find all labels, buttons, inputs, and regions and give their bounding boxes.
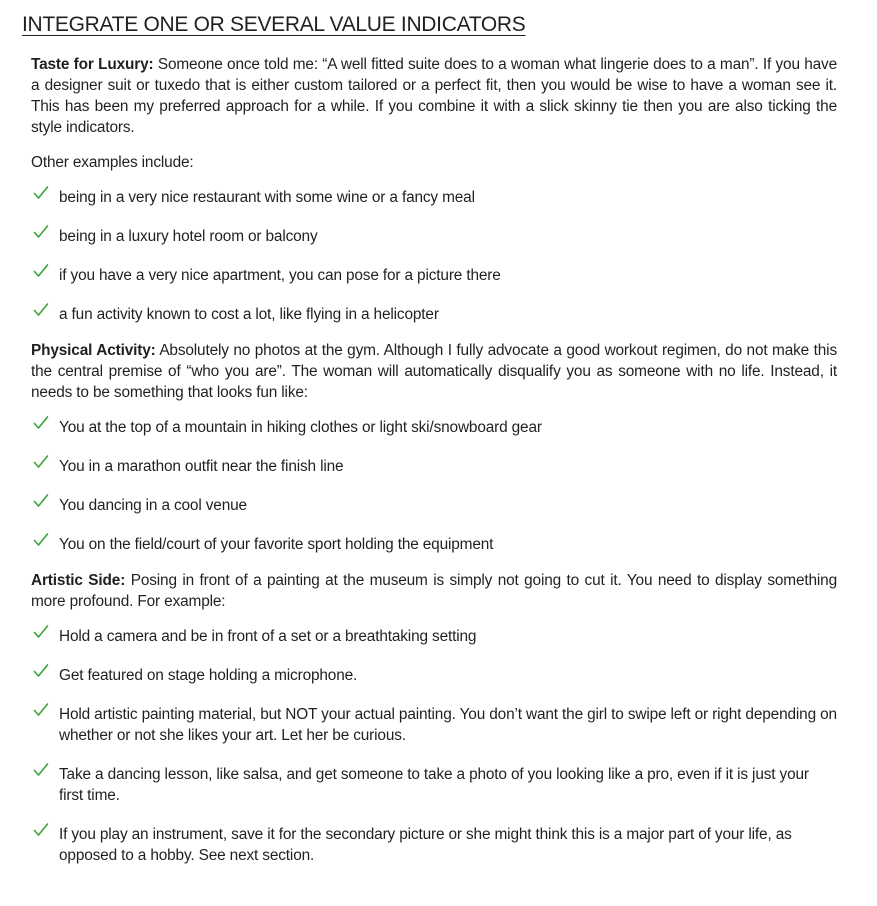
list-item [31, 495, 837, 516]
list-item-text: being in a luxury hotel room or balcony [59, 228, 318, 245]
list-item-text: If you play an instrument, save it for the secondary picture or she might think this is a major part of your life, as opposed to a hobby. See next section. [59, 826, 792, 864]
list-item [31, 265, 837, 286]
check-icon [33, 532, 49, 548]
physical-lead: Physical Activity: [31, 342, 156, 359]
list-item-text: if you have a very nice apartment, you can pose for a picture there [59, 267, 501, 284]
physical-list [31, 417, 837, 555]
check-icon [33, 663, 49, 679]
check-icon [33, 454, 49, 470]
list-item-text: You on the field/court of your favorite sport holding the equipment [59, 536, 494, 553]
check-icon [33, 624, 49, 640]
artistic-paragraph [31, 570, 837, 612]
check-icon [33, 185, 49, 201]
luxury-body: Someone once told me: “A well fitted suite does to a woman what lingerie does to a man”. If you have a designer suit or tuxedo that is either custom tailored or a perfect fit, then you would be wise to have a woman see it. This has been my preferred approach for a while. If you combine it with a slick skinny tie then you are also ticking the style indicators. [31, 56, 837, 136]
list-item-text: Get featured on stage holding a microphone. [59, 667, 358, 684]
list-item [31, 764, 837, 806]
list-item [31, 824, 837, 866]
luxury-list [31, 187, 837, 325]
physical-paragraph [31, 340, 837, 403]
section-heading: INTEGRATE ONE OR SEVERAL VALUE INDICATORS [22, 13, 526, 36]
list-item-text: Hold artistic painting material, but NOT your actual painting. You don’t want the girl to swipe left or right depending on whether or not she likes your art. Let her be curious. [59, 706, 837, 744]
luxury-paragraph [31, 54, 837, 138]
list-item-text: You in a marathon outfit near the finish line [59, 458, 344, 475]
list-item [31, 226, 837, 247]
check-icon [33, 415, 49, 431]
check-icon [33, 263, 49, 279]
list-item-text: Take a dancing lesson, like salsa, and get someone to take a photo of you looking like a pro, even if it is just your first time. [59, 766, 809, 804]
check-icon [33, 822, 49, 838]
list-item-text: You at the top of a mountain in hiking clothes or light ski/snowboard gear [59, 419, 542, 436]
artistic-lead: Artistic Side: [31, 572, 126, 589]
artistic-body: Posing in front of a painting at the museum is simply not going to cut it. You need to display something more profound. For example: [31, 572, 837, 610]
check-icon [33, 302, 49, 318]
list-item [31, 534, 837, 555]
luxury-lead: Taste for Luxury: [31, 56, 154, 73]
list-item-text: a fun activity known to cost a lot, like flying in a helicopter [59, 306, 439, 323]
check-icon [33, 702, 49, 718]
list-item [31, 665, 837, 686]
list-item [31, 456, 837, 477]
check-icon [33, 762, 49, 778]
list-item [31, 187, 837, 208]
list-item-text: Hold a camera and be in front of a set or a breathtaking setting [59, 628, 477, 645]
list-item-text: You dancing in a cool venue [59, 497, 247, 514]
list-item [31, 417, 837, 438]
list-item [31, 704, 837, 746]
list-item [31, 626, 837, 647]
check-icon [33, 493, 49, 509]
list-item-text: being in a very nice restaurant with some wine or a fancy meal [59, 189, 475, 206]
list-item [31, 304, 837, 325]
luxury-intro: Other examples include: [31, 154, 194, 171]
artistic-list [31, 626, 837, 866]
check-icon [33, 224, 49, 240]
physical-body: Absolutely no photos at the gym. Although I fully advocate a good workout regimen, do not make this the central premise of “who you are”. The woman will automatically disqualify you as someone with no life. Instead, it needs to be something that looks fun like: [31, 342, 837, 401]
